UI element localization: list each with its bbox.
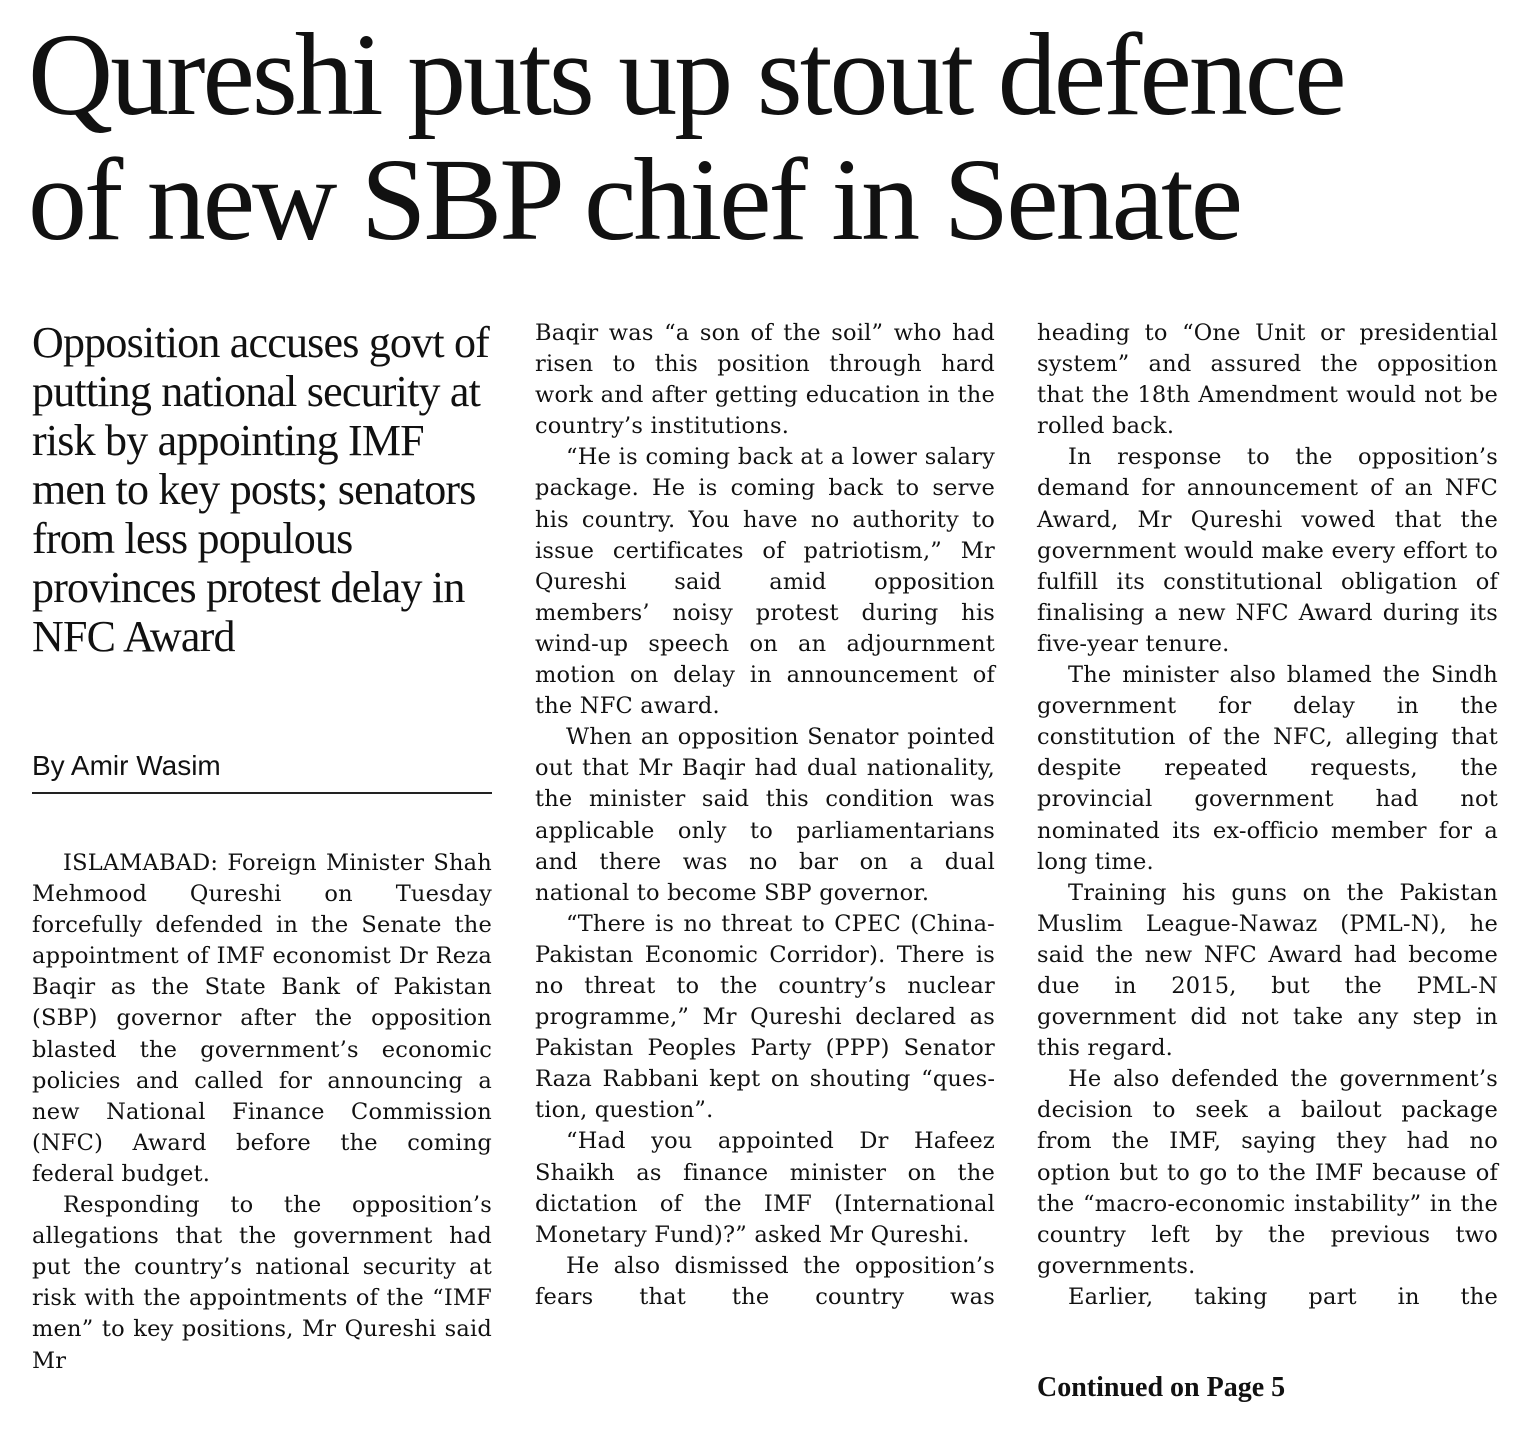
byline: By Amir Wasim [32, 748, 492, 794]
paragraph: ISLAMABAD: Foreign Minister Shah Mehmood Qureshi on Tuesday forcefully defended in the Senate the appointment of IMF economist Dr Reza Baqir as the State Bank of Pakistan (SBP) governor after the opposition blasted the government’s economic policies and called for announcing a new National Finance Commission (NFC) Award before the coming federal budget. [32, 850, 492, 1187]
paragraph: He also defended the government’s decision to seek a bailout package from the IMF, saying they had no option but to go to the IMF because of the “macro-economic instability” in the country left by the previous two governments. [1037, 1066, 1498, 1279]
paragraph: Earlier, taking part in the [1068, 1283, 1498, 1310]
paragraph: The minister also blamed the Sindh government for delay in the constitution of the NFC, alleging that despite repeated requests, the provincial government had not nominated its ex-officio member for a long time. [1037, 662, 1498, 875]
paragraph: “There is no threat to CPEC (China-Pakistan Economic Corridor). There is no threat to the country’s nuclear programme,” Mr Qureshi declared as Pakistan Peoples Party (PPP) Senator Raza Rabbani kept on shouting “question, question”. [535, 910, 995, 1124]
continued-on-page-link: Continued on Page 5 [1037, 1372, 1286, 1403]
paragraph: He also dismissed the opposition’s fears that the country was [535, 1252, 995, 1310]
paragraph: “He is coming back at a lower salary package. He is coming back to serve his country. You have no authority to issue certificates of patriotism,” Mr Qureshi said amid opposition members’ noisy protest during his wind-up speech on an adjournment motion on delay in announcement of the NFC award. [535, 444, 995, 720]
paragraph: Responding to the opposition’s allegations that the government had put the country’s national security at risk with the appointments of the “IMF men” to key positions, Mr Qureshi said Mr [32, 1192, 492, 1374]
article-column-3 [1037, 318, 1498, 1313]
article-column-1 [32, 848, 492, 1377]
subheadline: Opposition accuses govt of putting national security at risk by appointing IMF men to key posts; senators from less populous provinces protest delay in NFC Award [32, 318, 490, 661]
paragraph: In response to the opposition’s demand for announcement of an NFC Award, Mr Qureshi vowed that the government would make every effort to fulfill its constitutional obligation of finalising a new NFC Award during its five-year tenure. [1037, 444, 1498, 657]
headline-line-2: of new SBP chief in Senate [28, 134, 1241, 265]
paragraph: Training his guns on the Pakistan Muslim League-Nawaz (PML-N), he said the new NFC Award had become due in 2015, but the PML-N government did not take any step in this regard. [1037, 879, 1498, 1062]
paragraph: heading to “One Unit or presidential system” and assured the opposition that the 18th Amendment would not be rolled back. [1037, 320, 1498, 440]
paragraph: Baqir was “a son of the soil” who had risen to this position through hard work and after getting education in the country’s institutions. [535, 320, 995, 440]
article-column-2 [535, 318, 995, 1313]
headline-line-1: Qureshi puts up stout defence [28, 9, 1344, 140]
paragraph: “Had you appointed Dr Hafeez Shaikh as finance minister on the dictation of the IMF (International Monetary Fund)?” asked Mr Qureshi. [535, 1128, 995, 1248]
paragraph: When an opposition Senator pointed out that Mr Baqir had dual nationality, the minister said this condition was applicable only to parliamentarians and there was no bar on a dual national to become SBP governor. [535, 724, 995, 906]
headline [28, 9, 1508, 265]
